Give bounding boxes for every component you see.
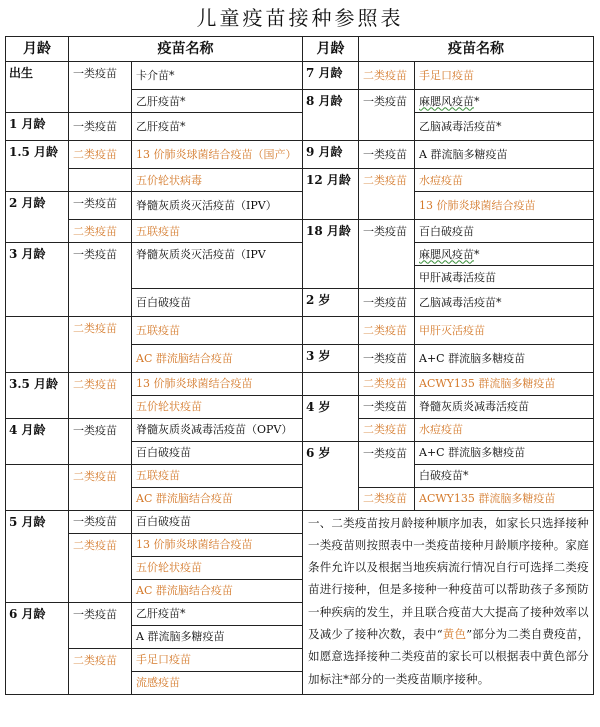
age-cell: 4 月龄 bbox=[6, 418, 69, 464]
vaccine-cell: 13 价肺炎球菌结合疫苗（国产） bbox=[132, 141, 303, 169]
header-age: 月龄 bbox=[6, 37, 69, 62]
table-row bbox=[6, 220, 594, 243]
type-cell: 一类疫苗 bbox=[69, 602, 132, 648]
vaccine-cell: 百白破疫苗 bbox=[132, 441, 303, 464]
vaccine-cell: 五联疫苗 bbox=[132, 220, 303, 243]
age-cell: 4 岁 bbox=[303, 395, 359, 441]
type-cell: 二类疫苗 bbox=[69, 220, 132, 243]
table-row bbox=[6, 317, 594, 345]
type-cell: 一类疫苗 bbox=[69, 243, 132, 317]
table-header-row bbox=[6, 37, 594, 62]
vaccine-cell: ACWY135 群流脑多糖疫苗 bbox=[415, 487, 594, 510]
table-row bbox=[6, 141, 594, 169]
age-cell bbox=[6, 317, 69, 345]
age-cell: 3.5 月龄 bbox=[6, 372, 69, 418]
vaccine-cell: 手足口疫苗 bbox=[132, 648, 303, 671]
vaccine-cell: 五价轮状疫苗 bbox=[132, 556, 303, 579]
header-vaccine: 疫苗名称 bbox=[359, 37, 594, 62]
table-row bbox=[6, 510, 594, 533]
vaccine-cell: 水痘疫苗 bbox=[415, 169, 594, 192]
vaccine-cell: 百白破疫苗 bbox=[415, 220, 594, 243]
age-cell: 8 月龄 bbox=[303, 90, 359, 141]
vaccine-cell: 乙脑减毒活疫苗* bbox=[415, 113, 594, 141]
vaccine-cell: 甲肝灭活疫苗 bbox=[415, 317, 594, 345]
vaccine-cell: AC 群流脑结合疫苗 bbox=[132, 487, 303, 510]
age-cell: 9 月龄 bbox=[303, 141, 359, 169]
type-cell: 一类疫苗 bbox=[69, 62, 132, 113]
type-cell: 一类疫苗 bbox=[69, 113, 132, 141]
type-cell: 一类疫苗 bbox=[359, 141, 415, 169]
vaccine-cell: 13 价肺炎球菌结合疫苗 bbox=[132, 533, 303, 556]
vaccine-cell: 五价轮状病毒 bbox=[132, 169, 303, 192]
vaccine-cell: A+C 群流脑多糖疫苗 bbox=[415, 441, 594, 464]
age-cell: 3 岁 bbox=[303, 344, 359, 372]
vaccine-cell: 脊髓灰质炎灭活疫苗（IPV） bbox=[132, 192, 303, 220]
type-cell: 二类疫苗 bbox=[359, 317, 415, 345]
vaccine-cell: 五联疫苗 bbox=[132, 317, 303, 345]
age-cell: 12 月龄 bbox=[303, 169, 359, 220]
type-cell: 一类疫苗 bbox=[69, 418, 132, 464]
vaccine-cell: 乙肝疫苗* bbox=[132, 90, 303, 113]
type-cell: 二类疫苗 bbox=[69, 464, 132, 510]
type-cell: 二类疫苗 bbox=[359, 169, 415, 220]
vaccine-cell: AC 群流脑结合疫苗 bbox=[132, 579, 303, 602]
vaccine-cell: 乙脑减毒活疫苗* bbox=[415, 289, 594, 317]
age-cell: 5 月龄 bbox=[6, 510, 69, 602]
age-cell: 出生 bbox=[6, 62, 69, 113]
table-row bbox=[6, 243, 594, 266]
vaccine-cell: 五价轮状疫苗 bbox=[132, 395, 303, 418]
vaccine-cell: 手足口疫苗 bbox=[415, 62, 594, 90]
vaccine-cell: ACWY135 群流脑多糖疫苗 bbox=[415, 372, 594, 395]
vaccine-cell: 乙肝疫苗* bbox=[132, 113, 303, 141]
type-cell: 一类疫苗 bbox=[359, 441, 415, 487]
note-text: 一、二类疫苗按月龄接种顺序加表，如家长只选择接种一类疫苗则按照表中一类疫苗接种月龄顺序接种。家庭条件允许以及根据当地疾病流行情况自行可选择二类疫苗进行接种，但是多接种一种疫苗可以帮助孩子多预防一种疾病的发生，并且联合疫苗大大提高了接种效率以及减少了接种次数，表中“ bbox=[308, 515, 589, 641]
note-paragraph bbox=[303, 510, 594, 694]
age-cell: 6 岁 bbox=[303, 441, 359, 510]
vaccine-cell: 脊髓灰质炎减毒活疫苗 bbox=[415, 395, 594, 418]
type-cell: 二类疫苗 bbox=[69, 372, 132, 418]
vaccine-cell: A+C 群流脑多糖疫苗 bbox=[415, 344, 594, 372]
vaccine-cell: 13 价肺炎球菌结合疫苗 bbox=[132, 372, 303, 395]
note-text: ”部分为二类自费疫苗，如愿意选择接种二类疫苗的家长可以根据表中黄色部分加标注*部分的一类疫苗顺序接种。 bbox=[308, 626, 590, 686]
type-cell: 一类疫苗 bbox=[359, 289, 415, 317]
table-row bbox=[6, 169, 594, 192]
type-cell: 一类疫苗 bbox=[359, 220, 415, 289]
type-cell: 一类疫苗 bbox=[69, 192, 132, 220]
type-cell: 二类疫苗 bbox=[359, 418, 415, 441]
vaccine-cell: 卡介苗* bbox=[132, 62, 303, 90]
vaccine-cell: 脊髓灰质炎减毒活疫苗（OPV） bbox=[132, 418, 303, 441]
vaccine-cell: 麻腮风疫苗* bbox=[415, 243, 594, 266]
header-age: 月龄 bbox=[303, 37, 359, 62]
vaccine-cell: 脊髓灰质炎灭活疫苗（IPV bbox=[132, 243, 303, 289]
age-cell: 3 月龄 bbox=[6, 243, 69, 317]
vaccine-cell: 流感疫苗 bbox=[132, 671, 303, 694]
age-cell bbox=[303, 372, 359, 395]
type-cell: 一类疫苗 bbox=[359, 344, 415, 372]
age-cell: 2 月龄 bbox=[6, 192, 69, 243]
vaccine-cell: A 群流脑多糖疫苗 bbox=[415, 141, 594, 169]
age-cell bbox=[6, 487, 69, 510]
vaccine-cell: 麻腮风疫苗* bbox=[415, 90, 594, 113]
vaccine-cell: 乙肝疫苗* bbox=[132, 602, 303, 625]
table-row bbox=[6, 418, 594, 441]
type-cell: 一类疫苗 bbox=[359, 395, 415, 418]
vaccine-text: 麻腮风疫苗 bbox=[419, 94, 474, 108]
age-cell: 6 月龄 bbox=[6, 602, 69, 694]
age-cell bbox=[6, 464, 69, 487]
type-cell bbox=[69, 169, 132, 192]
type-cell: 二类疫苗 bbox=[69, 533, 132, 602]
vaccine-cell: 13 价肺炎球菌结合疫苗 bbox=[415, 192, 594, 220]
vaccine-cell: 水痘疫苗 bbox=[415, 418, 594, 441]
age-cell bbox=[303, 317, 359, 345]
header-vaccine: 疫苗名称 bbox=[69, 37, 303, 62]
table-row bbox=[6, 192, 594, 220]
vaccine-cell: AC 群流脑结合疫苗 bbox=[132, 344, 303, 372]
vaccine-cell: 甲肝减毒活疫苗 bbox=[415, 266, 594, 289]
table-row bbox=[6, 62, 594, 90]
table-row bbox=[6, 113, 594, 141]
type-cell: 一类疫苗 bbox=[69, 510, 132, 533]
table-row bbox=[6, 464, 594, 487]
vaccine-cell: 百白破疫苗 bbox=[132, 510, 303, 533]
age-cell: 1.5 月龄 bbox=[6, 141, 69, 192]
type-cell: 二类疫苗 bbox=[69, 317, 132, 373]
type-cell: 二类疫苗 bbox=[359, 372, 415, 395]
age-cell: 2 岁 bbox=[303, 289, 359, 317]
age-cell bbox=[6, 344, 69, 372]
type-cell: 二类疫苗 bbox=[359, 62, 415, 90]
age-cell: 7 月龄 bbox=[303, 62, 359, 90]
type-cell: 二类疫苗 bbox=[69, 141, 132, 169]
vaccine-schedule-table bbox=[5, 36, 594, 695]
age-cell: 1 月龄 bbox=[6, 113, 69, 141]
vaccine-cell: 五联疫苗 bbox=[132, 464, 303, 487]
vaccine-cell: 百白破疫苗 bbox=[132, 289, 303, 317]
note-highlight: 黄色 bbox=[442, 626, 467, 641]
vaccine-cell: 白破疫苗* bbox=[415, 464, 594, 487]
page-title: 儿童疫苗接种参照表 bbox=[196, 6, 404, 30]
vaccine-cell: A 群流脑多糖疫苗 bbox=[132, 625, 303, 648]
age-cell: 18 月龄 bbox=[303, 220, 359, 289]
type-cell: 一类疫苗 bbox=[359, 90, 415, 141]
type-cell: 二类疫苗 bbox=[359, 487, 415, 510]
vaccine-text: 麻腮风疫苗 bbox=[419, 247, 474, 261]
table-row bbox=[6, 372, 594, 395]
type-cell: 二类疫苗 bbox=[69, 648, 132, 694]
